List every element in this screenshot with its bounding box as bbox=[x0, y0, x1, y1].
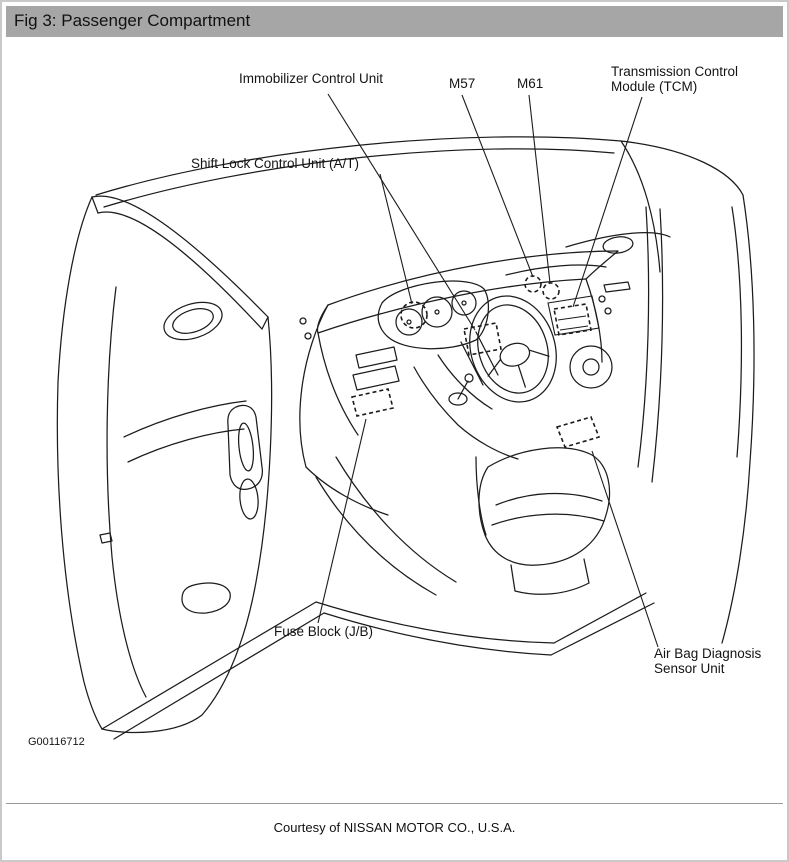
label-shift-lock-control-unit: Shift Lock Control Unit (A/T) bbox=[191, 156, 360, 172]
leader-immobilizer bbox=[328, 94, 475, 330]
car-line-art bbox=[57, 137, 754, 739]
marker-m61-connector bbox=[543, 283, 559, 299]
courtesy-text: Courtesy of NISSAN MOTOR CO., U.S.A. bbox=[273, 820, 516, 836]
label-tcm-line2: Module (TCM) bbox=[611, 79, 698, 95]
marker-fuse-block bbox=[352, 389, 393, 416]
figure-id: G00116712 bbox=[28, 736, 85, 749]
marker-transmission-control-module bbox=[548, 296, 599, 335]
label-airbag-line2: Sensor Unit bbox=[654, 661, 725, 677]
label-fuse-block: Fuse Block (J/B) bbox=[274, 624, 374, 640]
label-m61: M61 bbox=[517, 76, 544, 92]
label-immobilizer-control-unit: Immobilizer Control Unit bbox=[239, 71, 384, 87]
leader-shift-lock bbox=[380, 174, 412, 304]
diagram bbox=[6, 37, 785, 803]
leader-fuse-block bbox=[318, 419, 366, 623]
passenger-compartment-diagram bbox=[6, 37, 785, 803]
figure-footer bbox=[6, 803, 783, 835]
label-tcm-line1: Transmission Control bbox=[611, 64, 739, 80]
marker-airbag-diagnosis-sensor-unit bbox=[557, 417, 599, 447]
label-m57: M57 bbox=[449, 76, 476, 92]
figure-title-bar bbox=[6, 6, 783, 37]
leader-tcm bbox=[573, 97, 642, 307]
leader-m57 bbox=[462, 95, 533, 277]
leader-m61 bbox=[529, 95, 550, 283]
figure-title: Fig 3: Passenger Compartment bbox=[14, 11, 251, 30]
label-airbag-line1: Air Bag Diagnosis bbox=[654, 646, 762, 662]
